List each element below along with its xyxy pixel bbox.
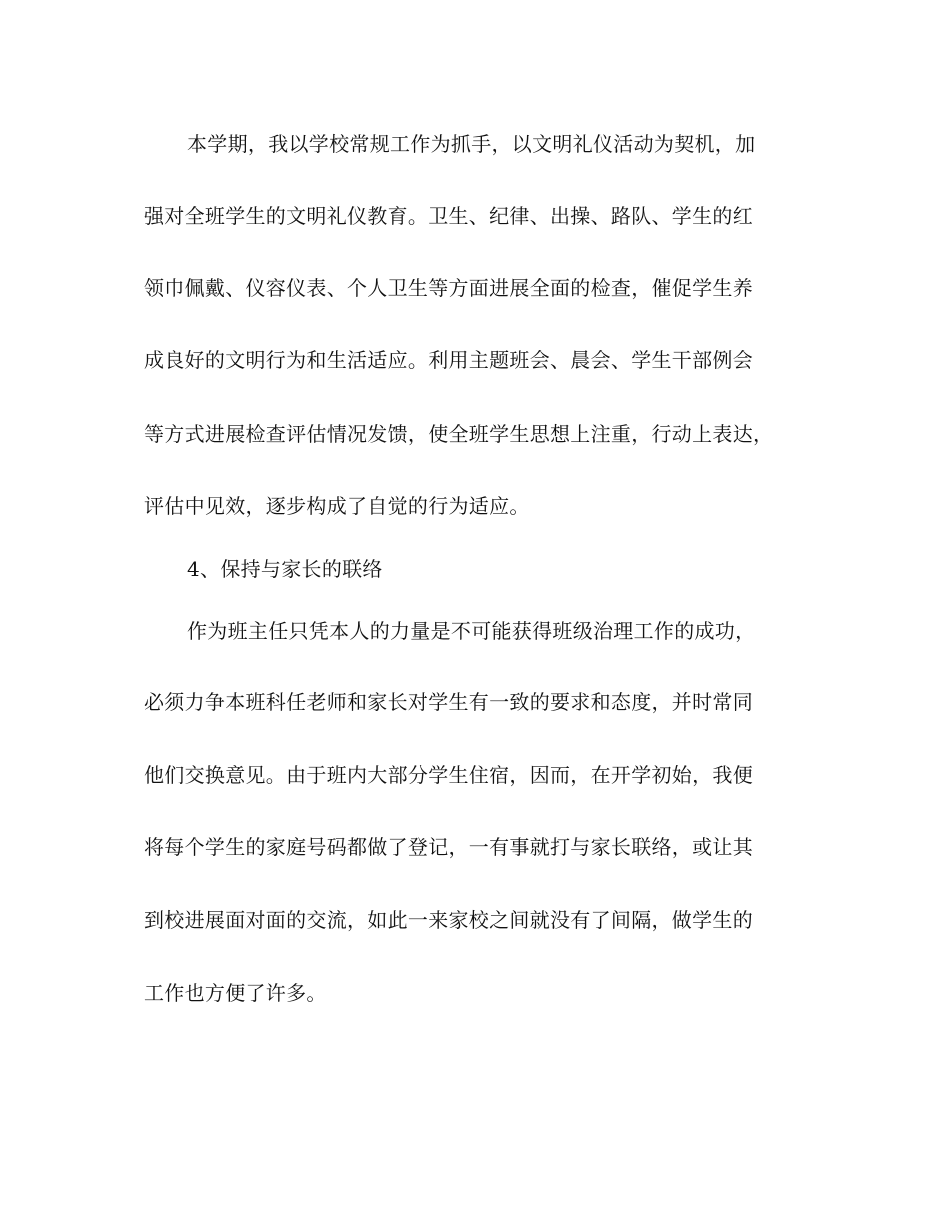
paragraph-1-line-1: 本学期，我以学校常规工作为抓手，以文明礼仪活动为契机，加 bbox=[187, 132, 756, 156]
paragraph-1-line-3: 领巾佩戴、仪容仪表、个人卫生等方面进展全面的检查，催促学生养 bbox=[144, 276, 753, 300]
paragraph-2-line-4: 将每个学生的家庭号码都做了登记，一有事就打与家长联络，或让其 bbox=[144, 835, 753, 859]
paragraph-1-line-2: 强对全班学生的文明礼仪教育。卫生、纪律、出操、路队、学生的红 bbox=[144, 204, 753, 228]
paragraph-1-line-6: 评估中见效，逐步构成了自觉的行为适应。 bbox=[144, 494, 530, 518]
paragraph-2-line-3: 他们交换意见。由于班内大部分学生住宿，因而，在开学初始，我便 bbox=[144, 763, 753, 787]
paragraph-1-line-4: 成良好的文明行为和生活适应。利用主题班会、晨会、学生干部例会 bbox=[144, 348, 753, 372]
paragraph-1-line-5: 等方式进展检查评估情况发馈，使全班学生思想上注重，行动上表达， bbox=[144, 422, 774, 446]
section-heading-4: 4、保持与家长的联络 bbox=[187, 557, 383, 581]
paragraph-2-line-1: 作为班主任只凭本人的力量是不可能获得班级治理工作的成功， bbox=[187, 619, 756, 643]
paragraph-2-line-5: 到校进展面对面的交流，如此一来家校之间就没有了间隔，做学生的 bbox=[144, 908, 753, 932]
paragraph-2-line-2: 必须力争本班科任老师和家长对学生有一致的要求和态度，并时常同 bbox=[144, 690, 753, 714]
paragraph-2-line-6: 工作也方便了许多。 bbox=[144, 981, 327, 1005]
